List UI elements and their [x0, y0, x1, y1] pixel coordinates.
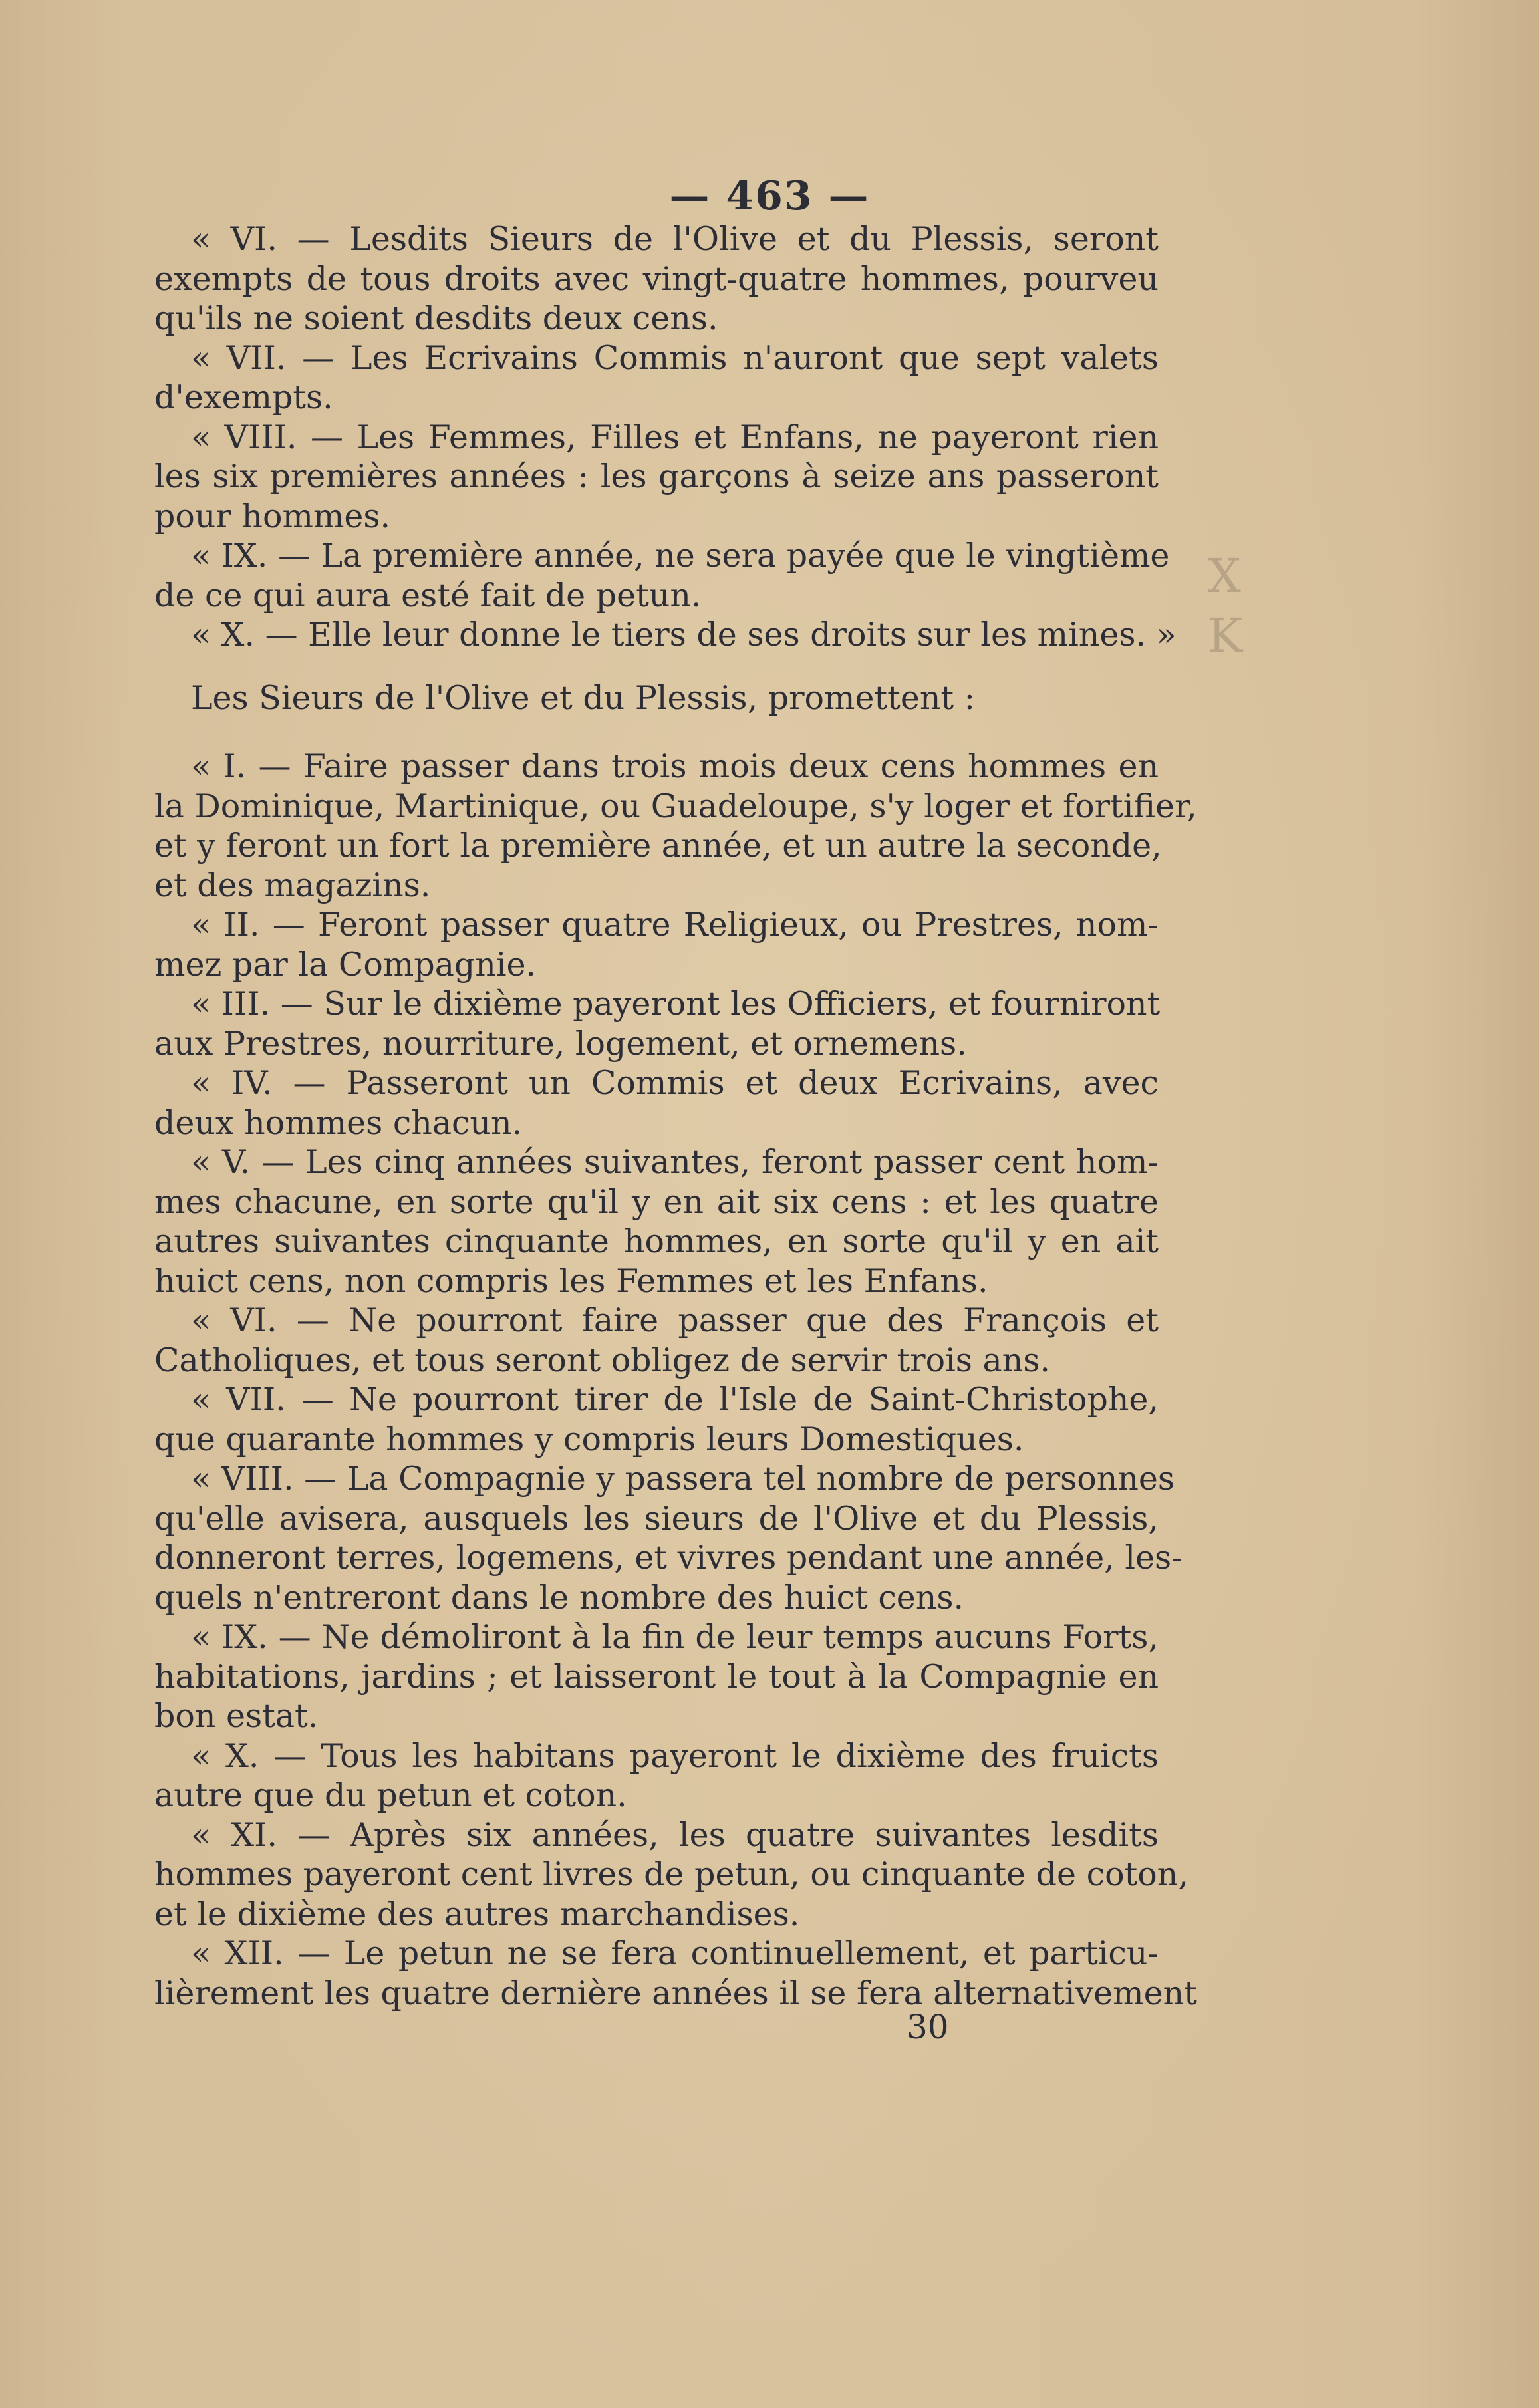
page-number: — 463 —: [669, 173, 870, 219]
text-line: quels n'entreront dans le nombre des huict cens.: [154, 1578, 964, 1617]
text-line: et y feront un fort la première année, et un autre la seconde,: [154, 827, 1162, 865]
text-line: « X. — Elle leur donne le tiers de ses droits sur les mines. »: [191, 616, 1177, 654]
text-line: « IX. — Ne démoliront à la fin de leur temps aucuns Forts,: [191, 1618, 1159, 1656]
text-line: pour hommes.: [154, 497, 391, 535]
text-line: hommes payeront cent livres de petun, ou cinquante de coton,: [154, 1855, 1189, 1893]
text-line: « VIII. — La Compagnie y passera tel nombre de personnes: [191, 1460, 1175, 1498]
text-line: et des magazins.: [154, 866, 431, 904]
text-line: « VI. — Ne pourront faire passer que des François et: [191, 1301, 1159, 1339]
text-line: bon estat.: [154, 1697, 319, 1735]
margin-annotation-mark: K: [1208, 608, 1243, 663]
text-line: qu'elle avisera, ausquels les sieurs de l'Olive et du Plessis,: [154, 1499, 1159, 1538]
text-line: « I. — Faire passer dans trois mois deux cens hommes en: [191, 747, 1159, 785]
text-line: Catholiques, et tous seront obligez de servir trois ans.: [154, 1341, 1050, 1379]
text-line: autres suivantes cinquante hommes, en sorte qu'il y en ait: [154, 1222, 1159, 1260]
text-line: aux Prestres, nourriture, logement, et ornemens.: [154, 1024, 967, 1063]
text-line: Les Sieurs de l'Olive et du Plessis, promettent :: [191, 679, 976, 717]
text-line: « V. — Les cinq années suivantes, feront passer cent hom-: [191, 1143, 1159, 1181]
text-line: et le dixième des autres marchandises.: [154, 1895, 800, 1933]
articles-promises: [154, 747, 1197, 2013]
text-line: les six premières années : les garçons à seize ans passeront: [154, 458, 1159, 495]
text-line: mez par la Compagnie.: [154, 945, 537, 984]
text-line: d'exempts.: [154, 378, 333, 416]
text-line: qu'ils ne soient desdits deux cens.: [154, 299, 718, 337]
text-line: exempts de tous droits avec vingt-quatre hommes, pourveu: [154, 259, 1159, 298]
text-line: « VII. — Ne pourront tirer de l'Isle de Saint-Christophe,: [191, 1381, 1159, 1418]
margin-annotation-mark: X: [1208, 549, 1241, 603]
text-line: mes chacune, en sorte qu'il y en ait six cens : et les quatre: [154, 1182, 1159, 1221]
text-line: de ce qui aura esté fait de petun.: [154, 576, 702, 614]
text-line: habitations, jardins ; et laisseront le tout à la Compagnie en: [154, 1657, 1159, 1696]
text-line: lièrement les quatre dernière années il se fera alternativement: [154, 1974, 1197, 2012]
text-line: « VIII. — Les Femmes, Filles et Enfans, ne payeront rien: [191, 418, 1159, 456]
text-line: « XII. — Le petun ne se fera continuellement, et particu-: [191, 1935, 1159, 1972]
text-line: donneront terres, logemens, et vivres pendant une année, les-: [154, 1539, 1183, 1577]
articles-exemptions: [154, 219, 1177, 655]
text-line: « VII. — Les Ecrivains Commis n'auront que sept valets: [191, 338, 1159, 377]
text-line: « X. — Tous les habitans payeront le dixième des fruicts: [191, 1736, 1159, 1775]
text-line: « IX. — La première année, ne sera payée que le vingtième: [191, 537, 1170, 575]
text-line: « VI. — Lesdits Sieurs de l'Olive et du Plessis, seront: [191, 220, 1159, 258]
text-line: « IV. — Passeront un Commis et deux Ecrivains, avec: [191, 1064, 1159, 1102]
text-line: la Dominique, Martinique, ou Guadeloupe, s'y loger et fortifier,: [154, 787, 1197, 825]
text-line: que quarante hommes y compris leurs Domestiques.: [154, 1420, 1024, 1458]
text-line: « XI. — Après six années, les quatre suivantes lesdits: [191, 1815, 1159, 1854]
text-line: « III. — Sur le dixième payeront les Officiers, et fourniront: [191, 985, 1161, 1023]
text-line: autre que du petun et coton.: [154, 1776, 627, 1814]
signature-mark: 30: [907, 2008, 949, 2046]
text-line: « II. — Feront passer quatre Religieux, ou Prestres, nom-: [191, 906, 1159, 944]
text-line: huict cens, non compris les Femmes et les Enfans.: [154, 1262, 988, 1300]
promises-heading: [154, 678, 1159, 718]
text-line: deux hommes chacun.: [154, 1103, 523, 1142]
